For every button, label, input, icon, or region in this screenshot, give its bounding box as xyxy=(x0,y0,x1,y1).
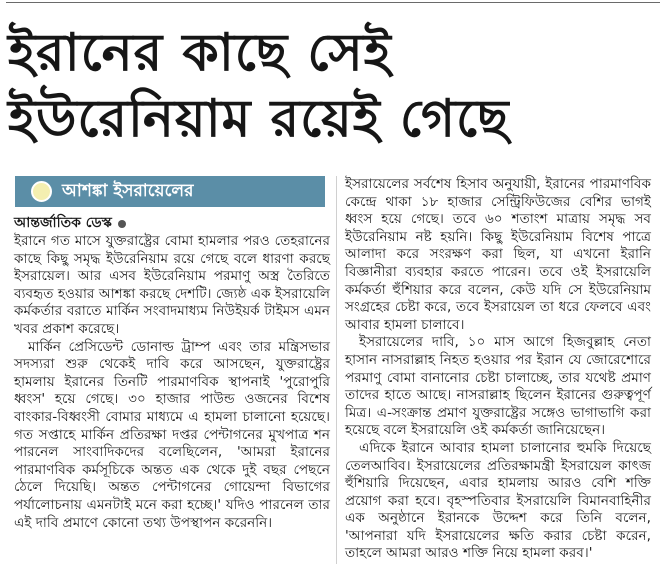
kicker-text: আশঙ্কা ইসরায়েলের xyxy=(62,180,194,201)
headline xyxy=(8,20,658,152)
top-rule xyxy=(6,2,660,3)
right-column xyxy=(345,176,651,563)
kicker-dot-icon xyxy=(31,181,52,202)
article-paragraph: ইরানে গত মাসে যুক্তরাষ্ট্রের বোমা হামলার পরও তেহরানের কাছে কিছু সমৃদ্ধ ইউরেনিয়াম রয়ে গেছে বলে ধারণা করছে ইসরায়েল। আর এসব ইউরেনিয়াম পরমাণু অস্ত্র তৈরিতে ব্যবহৃত হওয়ার আশঙ্কা করছে দেশটি। জ্যেষ্ঠ এক ইসরায়েলি কর্মকর্তার বরাতে মার্কিন সংবাদমাধ্যম নিউইয়র্ক টাইমস এমন খবর প্রকাশ করেছে। xyxy=(14,233,330,337)
kicker-banner xyxy=(15,176,325,207)
column-divider xyxy=(336,176,337,564)
dateline-bullet-icon xyxy=(118,220,126,228)
headline-line-2: ইউরেনিয়াম রয়েই গেছে xyxy=(8,89,510,149)
article-paragraph: ইসরায়েলের দাবি, ১০ মাস আগে হিজবুল্লাহ নেতা হাসান নাসরাল্লাহ নিহত হওয়ার পর ইরান যে জোরেশোরে পরমাণু বোমা বানানোর চেষ্টা চালাচ্ছে, তার যথেষ্ট প্রমাণ তাদের হাতে আছে। নাসরাল্লাহ ছিলেন ইরানের গুরুত্বপূর্ণ মিত্র। এ-সংক্রান্ত প্রমাণ যুক্তরাষ্ট্রের সঙ্গেও ভাগাভাগি করা হয়েছে বলে ইসরায়েলি ওই কর্মকর্তা জানিয়েছেন। xyxy=(345,334,651,439)
article-paragraph: ইসরায়েলের সর্বশেষ হিসাব অনুযায়ী, ইরানের পারমাণবিক কেন্দ্রে থাকা ১৮ হাজার সেন্ট্রিফিউজের বেশির ভাগই ধ্বংস হয়ে গেছে। তবে ৬০ শতাংশ মাত্রায় সমৃদ্ধ সব ইউরেনিয়াম নষ্ট হয়নি। কিছু ইউরেনিয়াম বিশেষ পাত্রে আলাদা করে সংরক্ষণ করা ছিল, যা এখনো ইরানি বিজ্ঞানীরা ব্যবহার করতে পারেন। তবে ওই ইসরায়েলি কর্মকর্তা হুঁশিয়ার করে বলেন, কেউ যদি সে ইউরেনিয়াম সংগ্রহের চেষ্টা করে, তবে ইসরায়েল তা ধরে ফেলবে এবং আবার হামলা চালাবে। xyxy=(345,176,651,333)
dateline-text: আন্তর্জাতিক ডেস্ক xyxy=(14,215,112,231)
headline-line-1: ইরানের কাছে সেই xyxy=(8,23,392,83)
article-paragraph: মার্কিন প্রেসিডেন্ট ডোনাল্ড ট্রাম্প এবং তার মন্ত্রিসভার সদস্যরা শুরু থেকেই দাবি করে আসছেন, যুক্তরাষ্ট্রের হামলায় ইরানের তিনটি পারমাণবিক স্থাপনাই 'পুরোপুরি ধ্বংস' হয়ে গেছে। ৩০ হাজার পাউন্ড ওজনের বিশেষ বাংকার-বিধ্বংসী বোমার মাধ্যমে এ হামলা চালানো হয়েছে। গত সপ্তাহে মার্কিন প্রতিরক্ষা দপ্তর পেন্টাগনের মুখপাত্র শন পারনেল সাংবাদিকদের বলেছিলেন, 'আমরা ইরানের পারমাণবিক কর্মসূচিকে অন্তত এক থেকে দুই বছর পেছনে ঠেলে দিয়েছি। অন্তত পেন্টাগনের গোয়েন্দা বিভাগের পর্যালোচনায় এমনটাই মনে করা হচ্ছে।' যদিও পারনেল তার এই দাবি প্রমাণে কোনো তথ্য উপস্থাপন করেননি। xyxy=(14,338,330,531)
dateline xyxy=(14,214,330,233)
left-column xyxy=(14,214,330,532)
article-paragraph: এদিকে ইরানে আবার হামলা চালানোর হুমকি দিয়েছে তেলআবিব। ইসরায়েলের প্রতিরক্ষামন্ত্রী ইসরায়েল কাৎজ হুঁশিয়ারি দিয়েছেন, এবার হামলায় আরও বেশি শক্তি প্রয়োগ করা হবে। বৃহস্পতিবার ইসরায়েলি বিমানবাহিনীর এক অনুষ্ঠানে ইরানকে উদ্দেশ করে তিনি বলেন, 'আপনারা যদি ইসরায়েলের ক্ষতি করার চেষ্টা করেন, তাহলে আমরা আরও শক্তি নিয়ে হামলা করব।' xyxy=(345,439,651,562)
